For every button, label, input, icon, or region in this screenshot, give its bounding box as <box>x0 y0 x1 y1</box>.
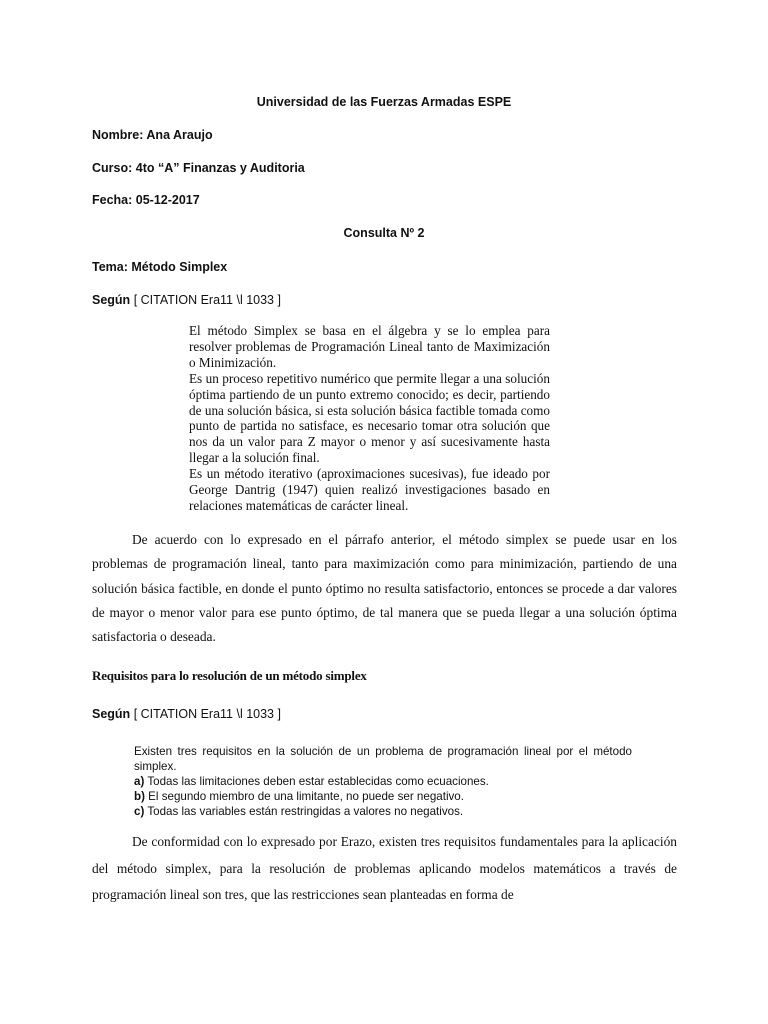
body-paragraph-1 <box>92 528 677 649</box>
block-quote-1 <box>189 323 550 514</box>
quote-paragraph: Es un proceso repetitivo numérico que permite llegar a una solución óptima partiendo de un punto extremo conocido; es decir, partiendo de una solución básica, si esta solución básica factible tomada como punto de partida no satisface, es necesario tomar otra solución que nos da un valor para Z mayor o menor y así sucesivamente hasta llegar a la solución final. <box>189 370 550 466</box>
citation-line-2 <box>92 707 281 721</box>
item-text: Todas las limitaciones deben estar establecidas como ecuaciones. <box>144 775 489 788</box>
requirement-item <box>134 804 632 819</box>
block-quote-2 <box>134 744 632 819</box>
citation-line-1 <box>92 293 281 307</box>
quote-paragraph: El método Simplex se basa en el álgebra y se lo emplea para resolver problemas de Programación Lineal tanto de Maximización o Minimización. <box>189 323 550 370</box>
quote-intro: Existen tres requisitos en la solución de un problema de programación lineal por el método simplex. <box>134 745 632 773</box>
requirement-item <box>134 774 632 789</box>
citation-prefix: Según <box>92 707 131 721</box>
item-text: El segundo miembro de una limitante, no puede ser negativo. <box>144 790 464 803</box>
item-marker: a) <box>134 775 145 788</box>
citation-prefix: Según <box>92 293 131 307</box>
quote-paragraph: Es un método iterativo (aproximaciones sucesivas), fue ideado por George Dantrig (1947) quien realizó investigaciones basado en relaciones matemáticas de carácter lineal. <box>189 466 550 513</box>
item-text: Todas las variables están restringidas a valores no negativos. <box>144 805 464 818</box>
consulta-title: Consulta Nº 2 <box>343 226 425 240</box>
item-marker: b) <box>134 790 145 803</box>
citation-field: [ CITATION Era11 \l 1033 ] <box>133 293 281 307</box>
item-marker: c) <box>134 805 145 818</box>
body-paragraph-2 <box>92 829 677 909</box>
section-heading: Requisitos para lo resolución de un método simplex <box>92 668 367 683</box>
citation-field: [ CITATION Era11 \l 1033 ] <box>133 707 281 721</box>
requirement-item <box>134 789 632 804</box>
paragraph-text: De conformidad con lo expresado por Erazo, existen tres requisitos fundamentales para la aplicación del método simplex, para la resolución de problemas aplicando modelos matemáticos a través de programación lineal son tres, que las restricciones sean planteadas en forma de <box>92 834 677 902</box>
paragraph-text: De acuerdo con lo expresado en el párrafo anterior, el método simplex se puede usar en los problemas de programación lineal, tanto para maximización como para minimización, partiendo de una solución básica factible, en donde el punto óptimo no resulta satisfactorio, entonces se procede a dar valores de mayor o menor valor para ese punto óptimo, de tal manera que se pueda llegar a una solución óptima satisfactoria o deseada. <box>92 532 677 645</box>
date-line: Fecha: 05-12-2017 <box>92 193 200 207</box>
student-name: Nombre: Ana Araujo <box>92 128 213 142</box>
university-title: Universidad de las Fuerzas Armadas ESPE <box>256 95 512 109</box>
course-line: Curso: 4to “A” Finanzas y Auditoria <box>92 161 305 175</box>
topic-line: Tema: Método Simplex <box>92 260 228 274</box>
